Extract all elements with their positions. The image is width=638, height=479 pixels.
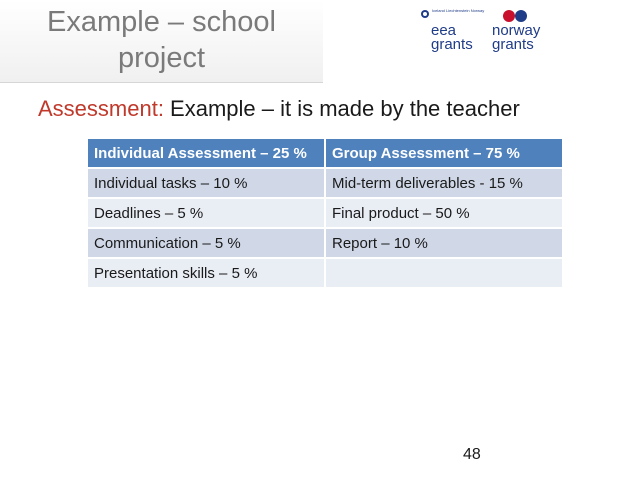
eea-word1: eea <box>431 22 457 39</box>
norway-word1: norway <box>492 22 541 39</box>
norway-grants-logo <box>488 4 548 52</box>
table-cell: Final product – 50 % <box>326 199 562 227</box>
table-row <box>88 259 562 287</box>
eea-word2: grants <box>431 36 473 53</box>
title-box <box>0 0 323 83</box>
slide-title <box>0 4 323 76</box>
norway-dot-right <box>515 10 527 22</box>
eea-grants-logo <box>418 4 485 53</box>
assessment-table <box>86 137 564 289</box>
heading-rest: Example – it is made by the teacher <box>163 96 520 121</box>
eea-small-text: Iceland Liechtenstein Norway <box>432 8 485 13</box>
table-row <box>88 199 562 227</box>
norway-word2: grants <box>492 36 534 53</box>
slide-title-line1: Example – school <box>47 6 276 38</box>
page-number: 48 <box>463 446 481 463</box>
header-individual: Individual Assessment – 25 % <box>88 139 324 167</box>
table-header-row <box>88 139 562 167</box>
table-cell <box>326 259 562 287</box>
norway-dot-left <box>503 10 515 22</box>
table-cell: Communication – 5 % <box>88 229 324 257</box>
assessment-heading <box>38 94 520 124</box>
slide-title-line2: project <box>117 42 206 74</box>
table-row <box>88 169 562 197</box>
grant-logos <box>398 4 548 54</box>
table-cell: Mid-term deliverables - 15 % <box>326 169 562 197</box>
heading-accent: Assessment: <box>38 96 164 121</box>
table-cell: Individual tasks – 10 % <box>88 169 324 197</box>
table-cell: Presentation skills – 5 % <box>88 259 324 287</box>
table-cell: Deadlines – 5 % <box>88 199 324 227</box>
header-group: Group Assessment – 75 % <box>326 139 562 167</box>
table-cell: Report – 10 % <box>326 229 562 257</box>
table-row <box>88 229 562 257</box>
